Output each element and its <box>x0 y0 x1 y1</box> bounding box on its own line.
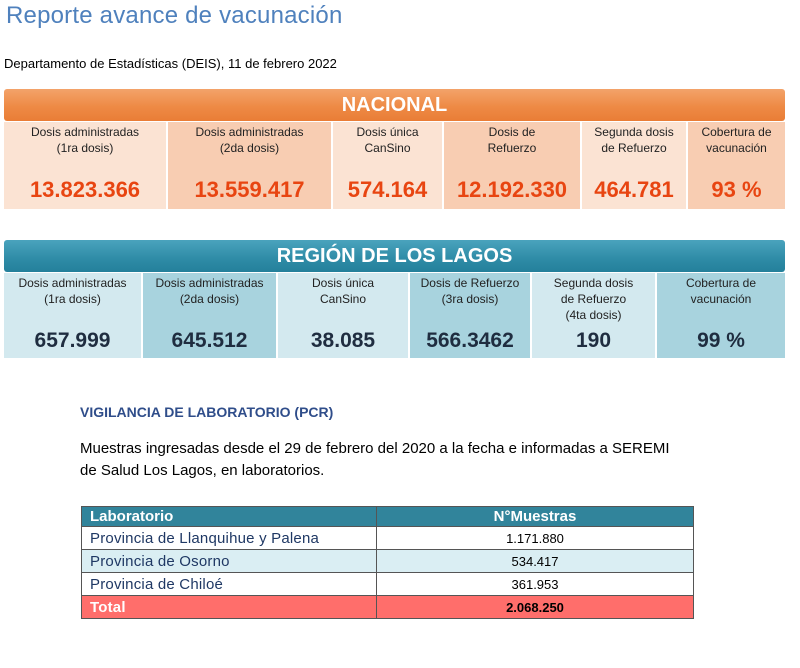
laboratorio-table <box>81 506 694 619</box>
report-subtitle: Departamento de Estadísticas (DEIS), 11 de febrero 2022 <box>4 56 337 71</box>
nacional-card-cansino <box>333 122 442 209</box>
column-header-muestras: N°Muestras <box>377 507 694 527</box>
lagos-panel <box>4 240 785 358</box>
card-value: 657.999 <box>34 329 111 352</box>
nacional-card-segundo-refuerzo <box>582 122 686 209</box>
lagos-card-refuerzo <box>410 273 530 358</box>
lagos-card-dosis-1 <box>4 273 141 358</box>
card-value: 93 % <box>711 177 762 202</box>
table-row <box>82 527 694 550</box>
table-row <box>82 573 694 596</box>
card-label: Cobertura de vacunación <box>685 276 757 306</box>
card-label: Dosis administradas (2da dosis) <box>155 276 264 306</box>
row-name: Provincia de Osorno <box>82 550 377 573</box>
lagos-card-segundo-refuerzo <box>532 273 655 358</box>
row-value: 534.417 <box>377 550 694 573</box>
card-label: Dosis de Refuerzo (3ra dosis) <box>420 276 520 306</box>
nacional-card-refuerzo <box>444 122 580 209</box>
row-value: 1.171.880 <box>377 527 694 550</box>
total-value: 2.068.250 <box>377 596 694 619</box>
card-label: Dosis única CanSino <box>356 125 419 155</box>
nacional-card-cobertura <box>688 122 785 209</box>
report-title: Reporte avance de vacunación <box>6 2 343 29</box>
card-value: 13.559.417 <box>194 177 305 202</box>
card-value: 190 <box>575 329 612 352</box>
card-label: Cobertura de vacunación <box>701 125 772 155</box>
card-label: Segunda dosis de Refuerzo (4ta dosis) <box>553 276 634 322</box>
vigilancia-title: VIGILANCIA DE LABORATORIO (PCR) <box>80 404 334 420</box>
lagos-heading: REGIÓN DE LOS LAGOS <box>4 240 785 272</box>
card-label: Dosis de Refuerzo <box>487 125 537 155</box>
nacional-card-dosis-2 <box>168 122 331 209</box>
card-value: 645.512 <box>171 329 248 352</box>
nacional-heading: NACIONAL <box>4 89 785 121</box>
card-value: 12.192.330 <box>456 177 568 202</box>
nacional-panel <box>4 89 785 209</box>
card-label: Dosis administradas (2da dosis) <box>195 125 304 155</box>
row-name: Provincia de Chiloé <box>82 573 377 596</box>
lagos-card-dosis-2 <box>143 273 276 358</box>
lagos-card-cansino <box>278 273 408 358</box>
card-value: 13.823.366 <box>29 177 141 202</box>
card-label: Dosis única CanSino <box>311 276 375 306</box>
nacional-card-dosis-1 <box>4 122 166 209</box>
card-value: 566.3462 <box>426 329 514 352</box>
lagos-card-cobertura <box>657 273 785 358</box>
table-row <box>82 550 694 573</box>
table-header-row <box>82 507 694 527</box>
card-label: Dosis administradas (1ra dosis) <box>18 276 127 306</box>
vigilancia-description: Muestras ingresadas desde el 29 de febrero del 2020 a la fecha e informadas a SEREMI de Salud Los Lagos, en laboratorios. <box>80 440 670 479</box>
card-value: 38.085 <box>310 329 376 352</box>
table-total-row <box>82 596 694 619</box>
card-label: Segunda dosis de Refuerzo <box>594 125 674 155</box>
card-value: 574.164 <box>347 177 428 202</box>
card-value: 464.781 <box>594 177 674 202</box>
card-label: Dosis administradas (1ra dosis) <box>30 125 140 155</box>
column-header-laboratorio: Laboratorio <box>82 507 377 527</box>
row-name: Provincia de Llanquihue y Palena <box>82 527 377 550</box>
card-value: 99 % <box>697 329 745 352</box>
row-value: 361.953 <box>377 573 694 596</box>
total-label: Total <box>82 596 377 619</box>
